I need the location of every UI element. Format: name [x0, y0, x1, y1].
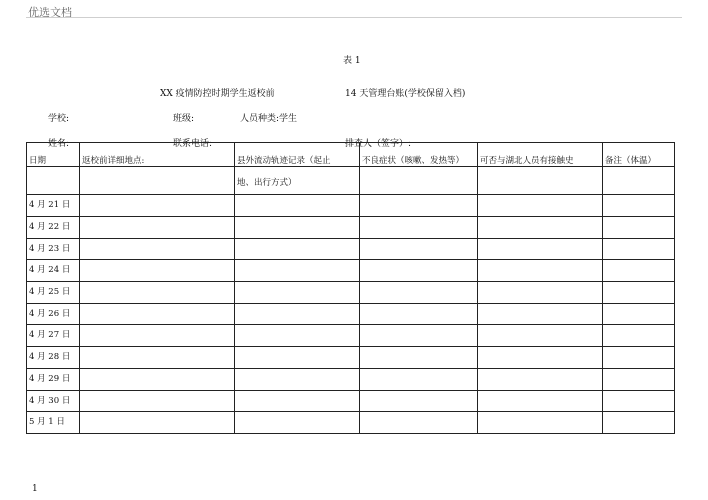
table-cell-empty [235, 303, 360, 325]
table-cell-empty [478, 167, 603, 195]
table-cell-empty [360, 217, 478, 239]
table-row [27, 260, 675, 282]
table-cell-empty [27, 167, 80, 195]
table-cell-empty [360, 347, 478, 369]
table-cell-empty [603, 325, 675, 347]
table-cell-empty [603, 412, 675, 434]
table-row [27, 325, 675, 347]
table-cell-empty [603, 282, 675, 304]
table-cell-empty [80, 195, 235, 217]
header-divider [26, 17, 682, 18]
field-person-type: 人员种类:学生 [240, 114, 298, 124]
date-cell: 4 月 24 日 [27, 260, 80, 282]
field-school: 学校: [48, 114, 70, 124]
table-cell-empty [603, 260, 675, 282]
table-cell-empty [80, 167, 235, 195]
table-cell-empty [603, 390, 675, 412]
table-cell-empty [80, 412, 235, 434]
document-title: 表 1 [343, 56, 361, 66]
table-cell-empty [603, 167, 675, 195]
document-subtitle-left: XX 疫情防控时期学生返校前 [160, 89, 275, 99]
table-cell-empty [235, 260, 360, 282]
table-row [27, 390, 675, 412]
table-row [27, 282, 675, 304]
table-cell-empty [235, 325, 360, 347]
header-tag: 优选文档 [28, 6, 72, 19]
date-cell: 4 月 23 日 [27, 238, 80, 260]
date-cell: 4 月 26 日 [27, 303, 80, 325]
table-header-row [27, 143, 675, 167]
table-row [27, 412, 675, 434]
table-cell-empty [360, 368, 478, 390]
table-cell-empty [80, 282, 235, 304]
table-cell-empty [235, 390, 360, 412]
column-header-continued: 地、出行方式） [235, 167, 360, 195]
date-cell: 4 月 28 日 [27, 347, 80, 369]
page-number: 1 [32, 484, 38, 494]
ledger-table [26, 142, 675, 434]
table-cell-empty [360, 325, 478, 347]
column-header: 可否与湖北人员有接触史 [478, 143, 603, 167]
column-header: 不良症状（咳嗽、发热等） [360, 143, 478, 167]
table-row [27, 368, 675, 390]
table-cell-empty [235, 282, 360, 304]
table-cell-empty [603, 195, 675, 217]
table-cell-empty [80, 303, 235, 325]
column-header: 县外流动轨迹记录（起止 [235, 143, 360, 167]
table-cell-empty [478, 217, 603, 239]
table-cell-empty [360, 303, 478, 325]
table-cell-empty [603, 217, 675, 239]
date-cell: 4 月 21 日 [27, 195, 80, 217]
date-cell: 4 月 29 日 [27, 368, 80, 390]
date-cell: 4 月 30 日 [27, 390, 80, 412]
table-cell-empty [603, 238, 675, 260]
date-cell: 4 月 22 日 [27, 217, 80, 239]
table-cell-empty [360, 282, 478, 304]
table-cell-empty [235, 238, 360, 260]
date-cell: 4 月 25 日 [27, 282, 80, 304]
column-header: 备注（体温） [603, 143, 675, 167]
table-cell-empty [603, 368, 675, 390]
table-cell-empty [80, 368, 235, 390]
table-row [27, 347, 675, 369]
table-cell-empty [478, 238, 603, 260]
table-cell-empty [360, 238, 478, 260]
ledger-body [27, 143, 675, 434]
table-cell-empty [478, 390, 603, 412]
table-header-row-continued [27, 167, 675, 195]
table-cell-empty [235, 347, 360, 369]
table-row [27, 217, 675, 239]
table-cell-empty [80, 238, 235, 260]
table-cell-empty [80, 260, 235, 282]
table-cell-empty [360, 195, 478, 217]
document-subtitle-right: 14 天管理台账(学校保留入档) [345, 89, 466, 99]
table-row [27, 195, 675, 217]
table-row [27, 303, 675, 325]
table-cell-empty [80, 217, 235, 239]
table-cell-empty [235, 217, 360, 239]
column-header: 返校前详细地点: [80, 143, 235, 167]
table-cell-empty [80, 325, 235, 347]
table-cell-empty [478, 347, 603, 369]
table-cell-empty [478, 368, 603, 390]
table-cell-empty [478, 412, 603, 434]
field-name: 姓名: [48, 139, 70, 149]
table-cell-empty [235, 195, 360, 217]
field-class: 班级: [173, 114, 195, 124]
table-row [27, 238, 675, 260]
table-cell-empty [80, 347, 235, 369]
table-cell-empty [360, 390, 478, 412]
table-cell-empty [478, 325, 603, 347]
table-cell-empty [603, 347, 675, 369]
date-cell: 4 月 27 日 [27, 325, 80, 347]
column-header: 日期 [27, 143, 80, 167]
date-cell: 5 月 1 日 [27, 412, 80, 434]
table-cell-empty [478, 195, 603, 217]
table-cell-empty [478, 260, 603, 282]
table-cell-empty [235, 368, 360, 390]
table-cell-empty [360, 167, 478, 195]
table-cell-empty [478, 282, 603, 304]
table-cell-empty [603, 303, 675, 325]
table-cell-empty [360, 412, 478, 434]
table-cell-empty [80, 390, 235, 412]
table-cell-empty [478, 303, 603, 325]
field-checker-signature: 排查人（签字）: [345, 139, 412, 149]
table-cell-empty [360, 260, 478, 282]
table-cell-empty [235, 412, 360, 434]
field-phone: 联系电话: [173, 139, 213, 149]
